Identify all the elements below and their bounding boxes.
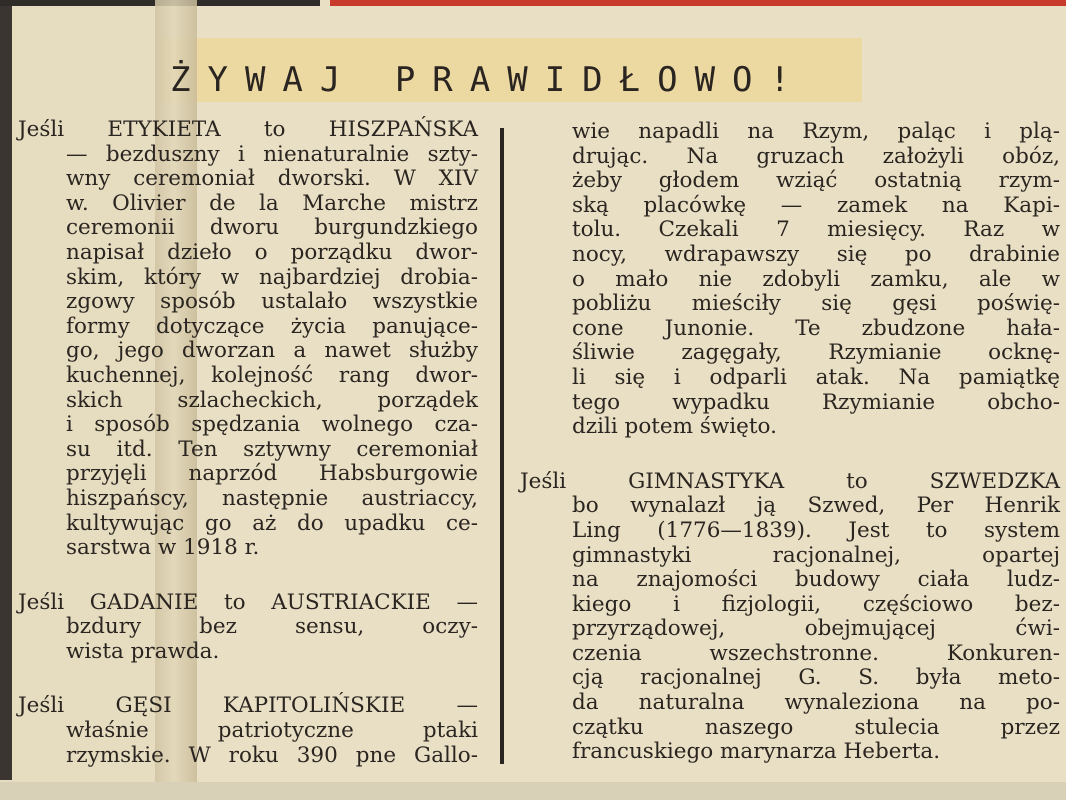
left-column xyxy=(18,118,478,768)
text-line: na znajomości budowy ciała ludz- xyxy=(572,567,1060,593)
text-line: nocy, wdrapawszy się po drabinie xyxy=(572,241,1060,267)
text-line: Jeśli ETYKIETA to HISZPAŃSKA xyxy=(18,117,478,142)
text-line: ceremonii dworu burgundzkiego xyxy=(66,215,478,241)
text-line: dzili potem święto. xyxy=(572,414,777,440)
text-line: bo wynalazł ją Szwed, Per Henrik xyxy=(572,493,1060,519)
text-line: napisał dzieło o porządku dwor- xyxy=(66,239,478,265)
text-line: śliwie zagęgały, Rzymianie ocknę- xyxy=(572,340,1060,366)
page-edge-shadow xyxy=(0,0,12,780)
text-line: kuchennej, kolejność rang dwor- xyxy=(66,362,478,388)
text-line: zgowy sposób ustalało wszystkie xyxy=(66,289,478,315)
text-line: o mało nie zdobyli zamku, ale w xyxy=(572,266,1060,292)
bottom-edge xyxy=(0,782,1066,800)
text-line: wista prawda. xyxy=(66,638,220,664)
text-line: da naturalna wynaleziona na po- xyxy=(572,690,1060,716)
text-line: drując. Na gruzach założyli obóz, xyxy=(572,143,1060,169)
page-headline: ŻYWAJ PRAWIDŁOWO! xyxy=(170,60,807,100)
text-line: i sposób spędzania wolnego cza- xyxy=(66,412,478,438)
text-line: tego wypadku Rzymianie obcho- xyxy=(572,389,1060,415)
text-line: cone Junonie. Te zbudzone hała- xyxy=(572,315,1060,341)
text-line: Jeśli GADANIE to AUSTRIACKIE — xyxy=(18,589,478,615)
entry-gesi xyxy=(18,694,478,768)
text-line: Jeśli GĘSI KAPITOLIŃSKIE — xyxy=(18,693,478,719)
text-line: kultywując go aż do upadku ce- xyxy=(66,510,478,536)
right-column xyxy=(520,120,1060,765)
text-line: go, jego dworzan a nawet służby xyxy=(66,338,478,364)
entry-gesi-continued xyxy=(520,120,1060,440)
text-line: pobliżu mieściły się gęsi poświę- xyxy=(572,291,1060,317)
text-line: rzymskie. W roku 390 pne Gallo- xyxy=(66,742,478,768)
entry-etykieta xyxy=(18,118,478,561)
text-line: su itd. Ten sztywny ceremoniał xyxy=(66,436,478,462)
text-line: francuskiego marynarza Heberta. xyxy=(572,739,941,765)
text-line: wny ceremoniał dworski. W XIV xyxy=(66,166,478,192)
text-line: przyjęli naprzód Habsburgowie xyxy=(66,461,478,487)
text-line: żeby głodem wziąć ostatnią rzym- xyxy=(572,168,1060,194)
entry-gimnastyka xyxy=(520,470,1060,765)
top-border-red xyxy=(330,0,1066,6)
text-line: Ling (1776—1839). Jest to system xyxy=(572,517,1060,543)
text-line: — bezduszny i nienaturalnie szty- xyxy=(66,141,478,167)
text-line: czenia wszechstronne. Konkuren- xyxy=(572,640,1060,666)
text-line: w. Olivier de la Marche mistrz xyxy=(66,190,478,216)
text-line: hiszpańscy, następnie austriaccy, xyxy=(66,485,478,511)
text-line: właśnie patriotyczne ptaki xyxy=(66,718,478,744)
text-line: tolu. Czekali 7 miesięcy. Raz w xyxy=(572,217,1060,243)
column-divider xyxy=(500,128,504,764)
text-line: skim, który w najbardziej drobia- xyxy=(66,264,478,290)
text-line: skich szlacheckich, porządek xyxy=(66,387,478,413)
text-line: sarstwa w 1918 r. xyxy=(66,535,260,561)
text-line: wie napadli na Rzym, paląc i plą- xyxy=(572,119,1060,144)
text-line: formy dotyczące życia panujące- xyxy=(66,313,478,339)
text-line: czątku naszego stulecia przez xyxy=(572,714,1060,740)
text-line: przyrządowej, obejmującej ćwi- xyxy=(572,616,1060,642)
text-line: li się i odparli atak. Na pamiątkę xyxy=(572,364,1060,390)
text-line: bzdury bez sensu, oczy- xyxy=(66,614,478,640)
text-line: gimnastyki racjonalnej, opartej xyxy=(572,542,1060,568)
text-line: kiego i fizjologii, częściowo bez- xyxy=(572,591,1060,617)
text-line: Jeśli GIMNASTYKA to SZWEDZKA xyxy=(520,468,1060,494)
entry-gadanie xyxy=(18,591,478,665)
text-line: cją racjonalnej G. S. była meto- xyxy=(572,665,1060,691)
text-line: ską placówkę — zamek na Kapi- xyxy=(572,192,1060,218)
